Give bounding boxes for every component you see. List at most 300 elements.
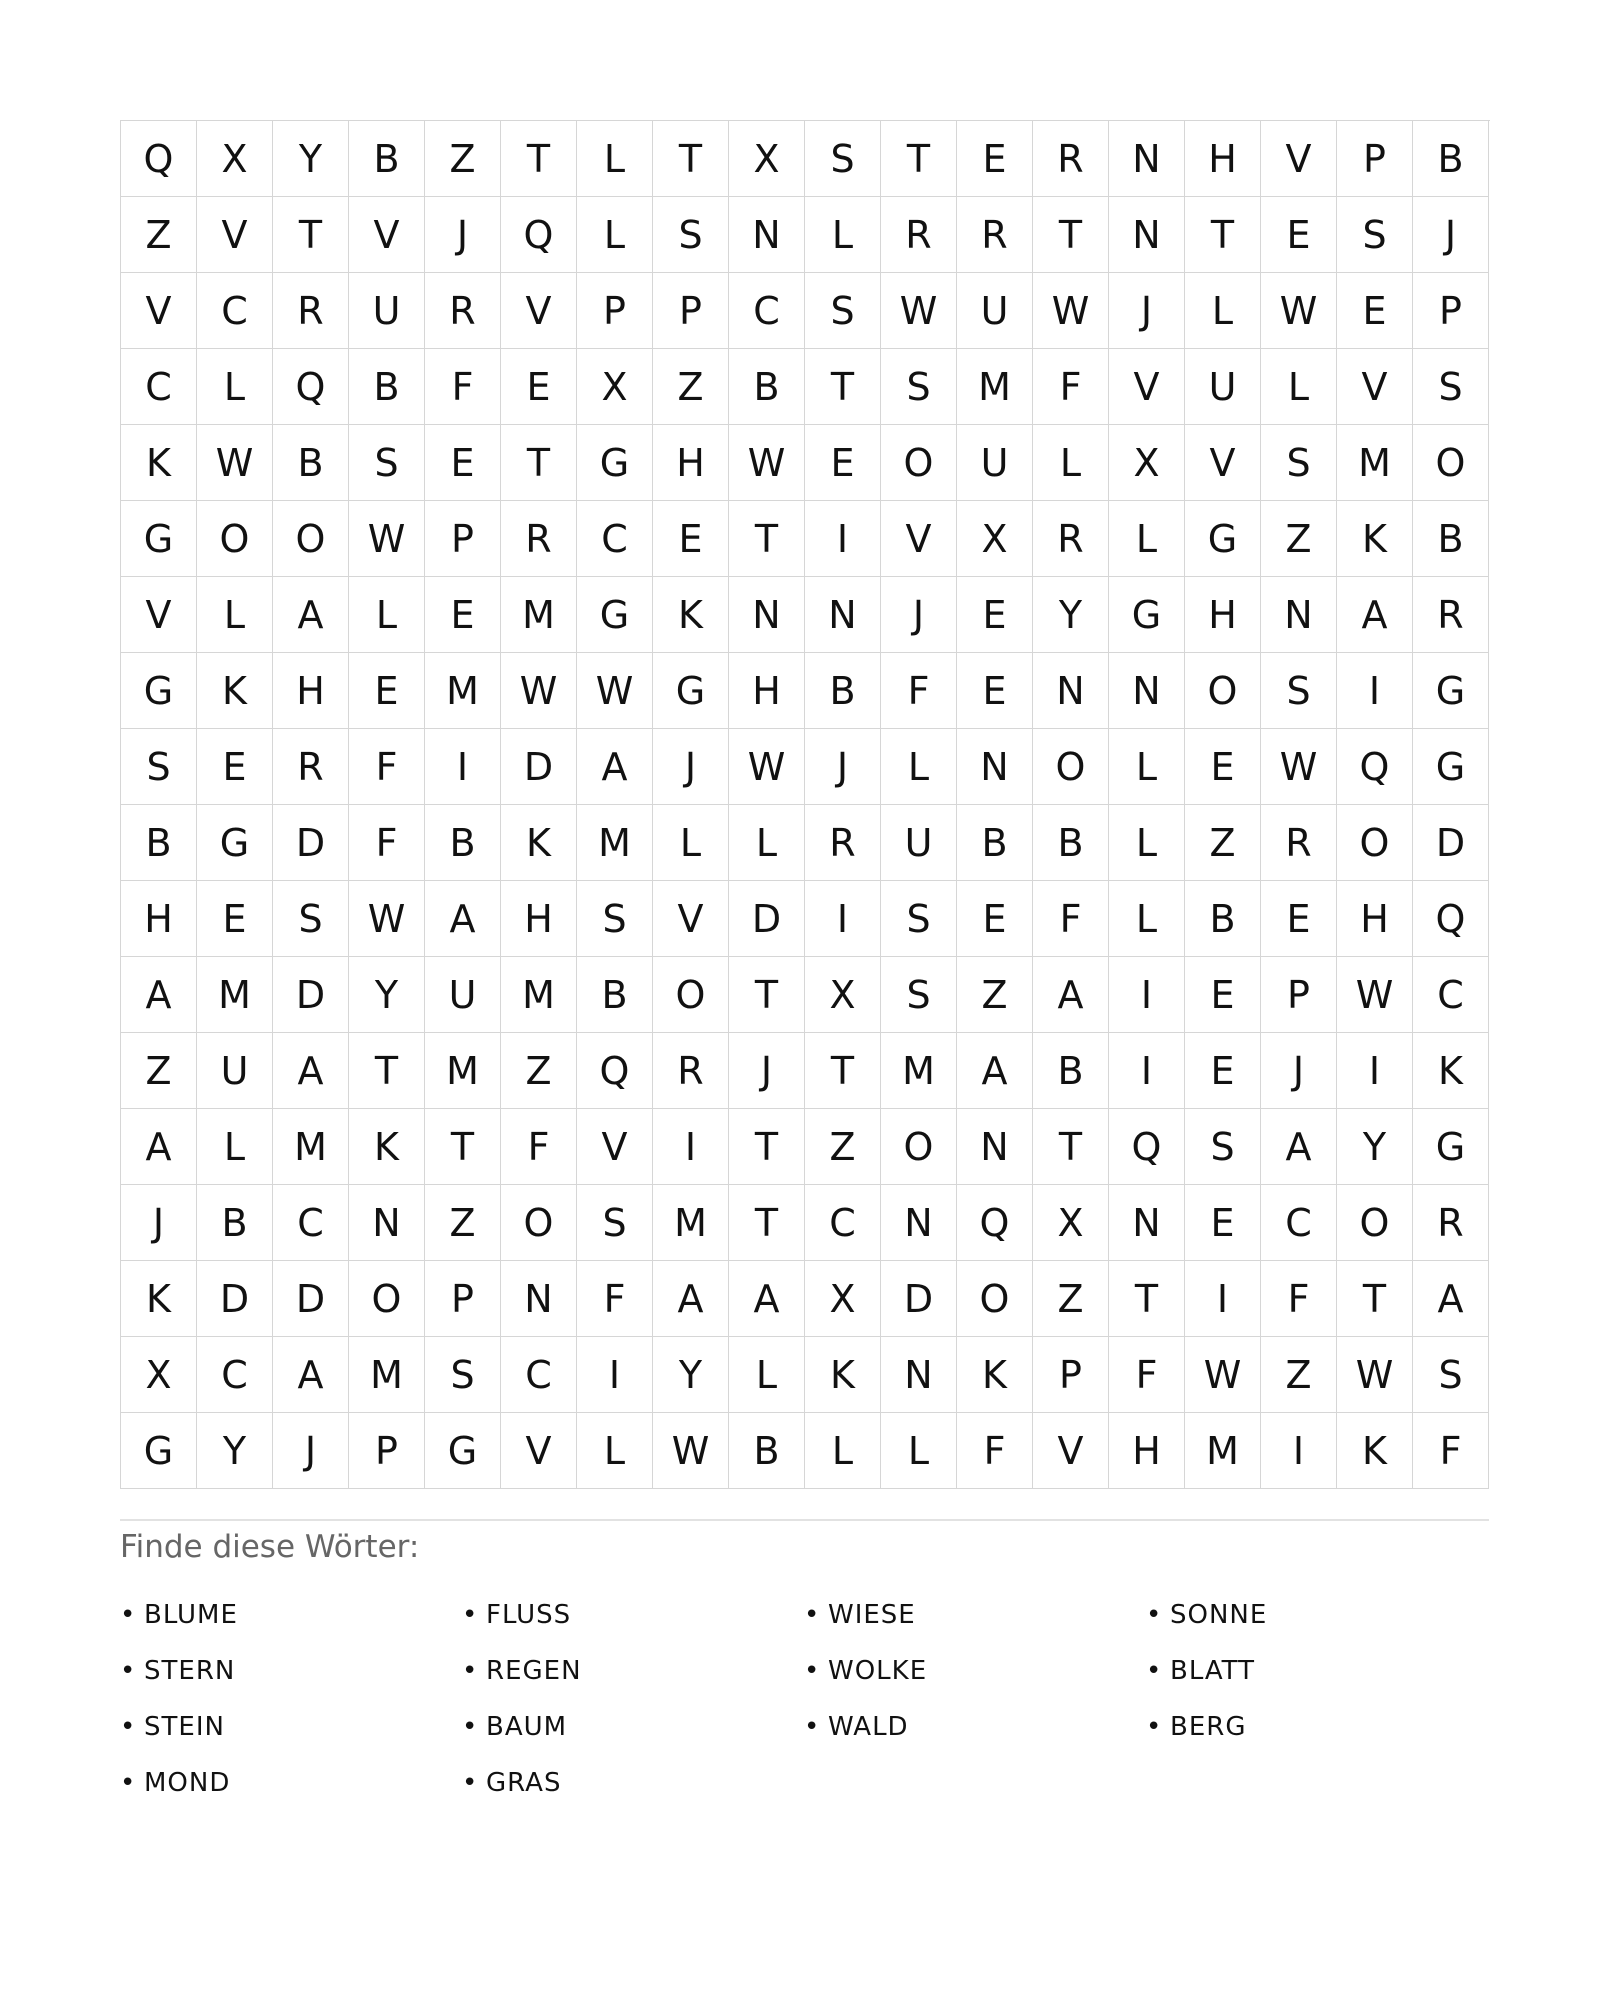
grid-cell[interactable]: Q [577, 1033, 653, 1109]
grid-cell[interactable]: L [805, 197, 881, 273]
grid-cell[interactable]: Z [425, 1185, 501, 1261]
grid-cell[interactable]: L [197, 577, 273, 653]
grid-cell[interactable]: V [1337, 349, 1413, 425]
grid-cell[interactable]: Y [349, 957, 425, 1033]
grid-cell[interactable]: Y [653, 1337, 729, 1413]
grid-cell[interactable]: V [501, 1413, 577, 1489]
grid-cell[interactable]: M [881, 1033, 957, 1109]
grid-cell[interactable]: X [197, 121, 273, 197]
grid-cell[interactable]: C [197, 273, 273, 349]
grid-cell[interactable]: A [273, 577, 349, 653]
grid-cell[interactable]: X [577, 349, 653, 425]
grid-cell[interactable]: T [501, 121, 577, 197]
grid-cell[interactable]: A [577, 729, 653, 805]
grid-cell[interactable]: G [121, 501, 197, 577]
grid-cell[interactable]: G [1185, 501, 1261, 577]
grid-cell[interactable]: L [881, 729, 957, 805]
grid-cell[interactable]: S [577, 881, 653, 957]
grid-cell[interactable]: E [957, 653, 1033, 729]
grid-cell[interactable]: B [349, 349, 425, 425]
grid-cell[interactable]: W [1337, 957, 1413, 1033]
grid-cell[interactable]: B [729, 1413, 805, 1489]
grid-cell[interactable]: N [805, 577, 881, 653]
grid-cell[interactable]: V [501, 273, 577, 349]
grid-cell[interactable]: R [1261, 805, 1337, 881]
grid-cell[interactable]: F [957, 1413, 1033, 1489]
grid-cell[interactable]: I [1261, 1413, 1337, 1489]
grid-cell[interactable]: O [881, 425, 957, 501]
grid-cell[interactable]: H [121, 881, 197, 957]
grid-cell[interactable]: K [121, 425, 197, 501]
grid-cell[interactable]: V [121, 273, 197, 349]
grid-cell[interactable]: E [1185, 1185, 1261, 1261]
grid-cell[interactable]: T [653, 121, 729, 197]
grid-cell[interactable]: C [121, 349, 197, 425]
grid-cell[interactable]: L [577, 1413, 653, 1489]
grid-cell[interactable]: L [1261, 349, 1337, 425]
grid-cell[interactable]: W [653, 1413, 729, 1489]
grid-cell[interactable]: T [729, 501, 805, 577]
grid-cell[interactable]: T [805, 349, 881, 425]
grid-cell[interactable]: L [1109, 729, 1185, 805]
grid-cell[interactable]: S [273, 881, 349, 957]
grid-cell[interactable]: W [349, 881, 425, 957]
grid-cell[interactable]: F [881, 653, 957, 729]
grid-cell[interactable]: H [1185, 577, 1261, 653]
grid-cell[interactable]: Q [273, 349, 349, 425]
grid-cell[interactable]: N [1109, 121, 1185, 197]
grid-cell[interactable]: G [1413, 653, 1489, 729]
grid-cell[interactable]: C [1261, 1185, 1337, 1261]
grid-cell[interactable]: E [1337, 273, 1413, 349]
grid-cell[interactable]: G [577, 425, 653, 501]
grid-cell[interactable]: B [1033, 1033, 1109, 1109]
grid-cell[interactable]: B [1413, 501, 1489, 577]
grid-cell[interactable]: B [349, 121, 425, 197]
grid-cell[interactable]: Z [653, 349, 729, 425]
grid-cell[interactable]: W [197, 425, 273, 501]
grid-cell[interactable]: A [121, 1109, 197, 1185]
grid-cell[interactable]: H [1185, 121, 1261, 197]
grid-cell[interactable]: J [881, 577, 957, 653]
grid-cell[interactable]: W [881, 273, 957, 349]
grid-cell[interactable]: A [425, 881, 501, 957]
grid-cell[interactable]: G [121, 1413, 197, 1489]
grid-cell[interactable]: I [1185, 1261, 1261, 1337]
grid-cell[interactable]: Q [501, 197, 577, 273]
grid-cell[interactable]: L [653, 805, 729, 881]
grid-cell[interactable]: V [1261, 121, 1337, 197]
grid-cell[interactable]: N [1033, 653, 1109, 729]
grid-cell[interactable]: E [957, 121, 1033, 197]
grid-cell[interactable]: V [121, 577, 197, 653]
grid-cell[interactable]: P [653, 273, 729, 349]
grid-cell[interactable]: A [121, 957, 197, 1033]
grid-cell[interactable]: F [1033, 881, 1109, 957]
grid-cell[interactable]: E [805, 425, 881, 501]
grid-cell[interactable]: J [121, 1185, 197, 1261]
grid-cell[interactable]: L [577, 197, 653, 273]
grid-cell[interactable]: W [1261, 273, 1337, 349]
grid-cell[interactable]: X [729, 121, 805, 197]
grid-cell[interactable]: R [1033, 121, 1109, 197]
grid-cell[interactable]: B [273, 425, 349, 501]
grid-cell[interactable]: C [805, 1185, 881, 1261]
grid-cell[interactable]: T [273, 197, 349, 273]
grid-cell[interactable]: X [957, 501, 1033, 577]
grid-cell[interactable]: T [1033, 197, 1109, 273]
grid-cell[interactable]: O [881, 1109, 957, 1185]
grid-cell[interactable]: C [729, 273, 805, 349]
grid-cell[interactable]: B [729, 349, 805, 425]
grid-cell[interactable]: C [1413, 957, 1489, 1033]
grid-cell[interactable]: P [349, 1413, 425, 1489]
grid-cell[interactable]: N [881, 1337, 957, 1413]
grid-cell[interactable]: F [1261, 1261, 1337, 1337]
grid-cell[interactable]: B [577, 957, 653, 1033]
grid-cell[interactable]: R [273, 729, 349, 805]
grid-cell[interactable]: I [1109, 1033, 1185, 1109]
grid-cell[interactable]: S [577, 1185, 653, 1261]
grid-cell[interactable]: D [273, 805, 349, 881]
grid-cell[interactable]: A [1413, 1261, 1489, 1337]
grid-cell[interactable]: O [197, 501, 273, 577]
grid-cell[interactable]: H [1337, 881, 1413, 957]
grid-cell[interactable]: W [577, 653, 653, 729]
grid-cell[interactable]: R [957, 197, 1033, 273]
grid-cell[interactable]: V [1109, 349, 1185, 425]
grid-cell[interactable]: B [121, 805, 197, 881]
grid-cell[interactable]: L [349, 577, 425, 653]
grid-cell[interactable]: G [1413, 1109, 1489, 1185]
grid-cell[interactable]: J [653, 729, 729, 805]
grid-cell[interactable]: Z [425, 121, 501, 197]
grid-cell[interactable]: Z [121, 1033, 197, 1109]
grid-cell[interactable]: T [1033, 1109, 1109, 1185]
grid-cell[interactable]: Z [957, 957, 1033, 1033]
grid-cell[interactable]: P [425, 1261, 501, 1337]
grid-cell[interactable]: S [1185, 1109, 1261, 1185]
grid-cell[interactable]: O [653, 957, 729, 1033]
grid-cell[interactable]: W [349, 501, 425, 577]
grid-cell[interactable]: R [1413, 577, 1489, 653]
grid-cell[interactable]: V [1185, 425, 1261, 501]
grid-cell[interactable]: E [197, 881, 273, 957]
grid-cell[interactable]: Q [957, 1185, 1033, 1261]
grid-cell[interactable]: S [1261, 425, 1337, 501]
grid-cell[interactable]: I [653, 1109, 729, 1185]
grid-cell[interactable]: Z [1261, 501, 1337, 577]
grid-cell[interactable]: E [653, 501, 729, 577]
grid-cell[interactable]: K [1413, 1033, 1489, 1109]
grid-cell[interactable]: T [349, 1033, 425, 1109]
grid-cell[interactable]: A [729, 1261, 805, 1337]
grid-cell[interactable]: F [1413, 1413, 1489, 1489]
grid-cell[interactable]: S [653, 197, 729, 273]
grid-cell[interactable]: O [501, 1185, 577, 1261]
grid-cell[interactable]: L [1109, 881, 1185, 957]
grid-cell[interactable]: I [1109, 957, 1185, 1033]
grid-cell[interactable]: B [1413, 121, 1489, 197]
grid-cell[interactable]: W [1261, 729, 1337, 805]
grid-cell[interactable]: A [1337, 577, 1413, 653]
grid-cell[interactable]: I [577, 1337, 653, 1413]
grid-cell[interactable]: S [881, 957, 957, 1033]
grid-cell[interactable]: U [1185, 349, 1261, 425]
grid-cell[interactable]: V [1033, 1413, 1109, 1489]
grid-cell[interactable]: L [1185, 273, 1261, 349]
grid-cell[interactable]: K [1337, 1413, 1413, 1489]
grid-cell[interactable]: F [349, 805, 425, 881]
grid-cell[interactable]: Y [1337, 1109, 1413, 1185]
grid-cell[interactable]: C [577, 501, 653, 577]
grid-cell[interactable]: K [121, 1261, 197, 1337]
grid-cell[interactable]: Z [1261, 1337, 1337, 1413]
grid-cell[interactable]: O [1185, 653, 1261, 729]
grid-cell[interactable]: S [881, 881, 957, 957]
grid-cell[interactable]: E [957, 577, 1033, 653]
grid-cell[interactable]: Q [121, 121, 197, 197]
grid-cell[interactable]: S [121, 729, 197, 805]
grid-cell[interactable]: H [1109, 1413, 1185, 1489]
grid-cell[interactable]: N [729, 197, 805, 273]
grid-cell[interactable]: H [729, 653, 805, 729]
grid-cell[interactable]: M [1185, 1413, 1261, 1489]
grid-cell[interactable]: E [1185, 1033, 1261, 1109]
grid-cell[interactable]: W [1185, 1337, 1261, 1413]
grid-cell[interactable]: E [957, 881, 1033, 957]
grid-cell[interactable]: J [1413, 197, 1489, 273]
grid-cell[interactable]: N [1109, 197, 1185, 273]
grid-cell[interactable]: M [425, 653, 501, 729]
grid-cell[interactable]: S [805, 121, 881, 197]
grid-cell[interactable]: T [501, 425, 577, 501]
grid-cell[interactable]: R [805, 805, 881, 881]
grid-cell[interactable]: A [1261, 1109, 1337, 1185]
grid-cell[interactable]: L [729, 805, 805, 881]
grid-cell[interactable]: U [197, 1033, 273, 1109]
grid-cell[interactable]: P [425, 501, 501, 577]
grid-cell[interactable]: L [197, 1109, 273, 1185]
grid-cell[interactable]: A [273, 1337, 349, 1413]
grid-cell[interactable]: P [1261, 957, 1337, 1033]
grid-cell[interactable]: O [1413, 425, 1489, 501]
grid-cell[interactable]: C [273, 1185, 349, 1261]
grid-cell[interactable]: N [1109, 653, 1185, 729]
grid-cell[interactable]: L [197, 349, 273, 425]
grid-cell[interactable]: S [1261, 653, 1337, 729]
grid-cell[interactable]: K [1337, 501, 1413, 577]
grid-cell[interactable]: A [1033, 957, 1109, 1033]
grid-cell[interactable]: Z [805, 1109, 881, 1185]
grid-cell[interactable]: B [197, 1185, 273, 1261]
grid-cell[interactable]: M [1337, 425, 1413, 501]
grid-cell[interactable]: Q [1109, 1109, 1185, 1185]
grid-cell[interactable]: T [729, 1109, 805, 1185]
grid-cell[interactable]: W [1337, 1337, 1413, 1413]
grid-cell[interactable]: W [1033, 273, 1109, 349]
grid-cell[interactable]: F [501, 1109, 577, 1185]
grid-cell[interactable]: R [273, 273, 349, 349]
grid-cell[interactable]: J [805, 729, 881, 805]
grid-cell[interactable]: N [729, 577, 805, 653]
grid-cell[interactable]: E [501, 349, 577, 425]
grid-cell[interactable]: D [197, 1261, 273, 1337]
grid-cell[interactable]: D [729, 881, 805, 957]
grid-cell[interactable]: G [653, 653, 729, 729]
grid-cell[interactable]: N [501, 1261, 577, 1337]
grid-cell[interactable]: Q [1413, 881, 1489, 957]
grid-cell[interactable]: Z [121, 197, 197, 273]
grid-cell[interactable]: V [653, 881, 729, 957]
grid-cell[interactable]: P [1413, 273, 1489, 349]
grid-cell[interactable]: Q [1337, 729, 1413, 805]
grid-cell[interactable]: O [957, 1261, 1033, 1337]
grid-cell[interactable]: V [577, 1109, 653, 1185]
grid-cell[interactable]: N [1261, 577, 1337, 653]
grid-cell[interactable]: T [1337, 1261, 1413, 1337]
grid-cell[interactable]: O [349, 1261, 425, 1337]
grid-cell[interactable]: N [957, 729, 1033, 805]
grid-cell[interactable]: S [425, 1337, 501, 1413]
grid-cell[interactable]: S [881, 349, 957, 425]
grid-cell[interactable]: B [957, 805, 1033, 881]
grid-cell[interactable]: F [1109, 1337, 1185, 1413]
grid-cell[interactable]: E [349, 653, 425, 729]
grid-cell[interactable]: F [425, 349, 501, 425]
grid-cell[interactable]: M [577, 805, 653, 881]
grid-cell[interactable]: M [273, 1109, 349, 1185]
grid-cell[interactable]: J [1261, 1033, 1337, 1109]
grid-cell[interactable]: T [881, 121, 957, 197]
grid-cell[interactable]: K [805, 1337, 881, 1413]
grid-cell[interactable]: M [653, 1185, 729, 1261]
grid-cell[interactable]: X [1033, 1185, 1109, 1261]
grid-cell[interactable]: Z [501, 1033, 577, 1109]
grid-cell[interactable]: K [349, 1109, 425, 1185]
grid-cell[interactable]: A [653, 1261, 729, 1337]
grid-cell[interactable]: M [501, 577, 577, 653]
grid-cell[interactable]: O [1337, 1185, 1413, 1261]
grid-cell[interactable]: B [425, 805, 501, 881]
grid-cell[interactable]: D [881, 1261, 957, 1337]
grid-cell[interactable]: G [425, 1413, 501, 1489]
grid-cell[interactable]: M [197, 957, 273, 1033]
grid-cell[interactable]: L [1109, 805, 1185, 881]
grid-cell[interactable]: K [957, 1337, 1033, 1413]
grid-cell[interactable]: R [425, 273, 501, 349]
grid-cell[interactable]: L [805, 1413, 881, 1489]
grid-cell[interactable]: M [501, 957, 577, 1033]
grid-cell[interactable]: S [805, 273, 881, 349]
grid-cell[interactable]: C [501, 1337, 577, 1413]
grid-cell[interactable]: C [197, 1337, 273, 1413]
grid-cell[interactable]: R [653, 1033, 729, 1109]
grid-cell[interactable]: H [273, 653, 349, 729]
grid-cell[interactable]: A [273, 1033, 349, 1109]
grid-cell[interactable]: N [957, 1109, 1033, 1185]
grid-cell[interactable]: Y [273, 121, 349, 197]
grid-cell[interactable]: I [425, 729, 501, 805]
grid-cell[interactable]: N [881, 1185, 957, 1261]
grid-cell[interactable]: F [577, 1261, 653, 1337]
grid-cell[interactable]: S [349, 425, 425, 501]
grid-cell[interactable]: B [805, 653, 881, 729]
grid-cell[interactable]: L [1109, 501, 1185, 577]
grid-cell[interactable]: Z [1033, 1261, 1109, 1337]
grid-cell[interactable]: N [1109, 1185, 1185, 1261]
grid-cell[interactable]: U [349, 273, 425, 349]
grid-cell[interactable]: V [349, 197, 425, 273]
grid-cell[interactable]: R [1033, 501, 1109, 577]
grid-cell[interactable]: B [1185, 881, 1261, 957]
grid-cell[interactable]: T [805, 1033, 881, 1109]
grid-cell[interactable]: R [881, 197, 957, 273]
grid-cell[interactable]: F [349, 729, 425, 805]
grid-cell[interactable]: I [1337, 653, 1413, 729]
grid-cell[interactable]: P [1033, 1337, 1109, 1413]
grid-cell[interactable]: K [197, 653, 273, 729]
grid-cell[interactable]: S [1337, 197, 1413, 273]
grid-cell[interactable]: D [273, 1261, 349, 1337]
grid-cell[interactable]: E [425, 577, 501, 653]
grid-cell[interactable]: X [805, 957, 881, 1033]
grid-cell[interactable]: H [501, 881, 577, 957]
grid-cell[interactable]: S [1413, 349, 1489, 425]
grid-cell[interactable]: W [501, 653, 577, 729]
grid-cell[interactable]: Y [1033, 577, 1109, 653]
grid-cell[interactable]: O [273, 501, 349, 577]
grid-cell[interactable]: O [1033, 729, 1109, 805]
grid-cell[interactable]: P [577, 273, 653, 349]
grid-cell[interactable]: U [957, 425, 1033, 501]
grid-cell[interactable]: M [425, 1033, 501, 1109]
grid-cell[interactable]: T [729, 957, 805, 1033]
grid-cell[interactable]: J [729, 1033, 805, 1109]
grid-cell[interactable]: N [349, 1185, 425, 1261]
grid-cell[interactable]: J [273, 1413, 349, 1489]
grid-cell[interactable]: S [1413, 1337, 1489, 1413]
grid-cell[interactable]: E [425, 425, 501, 501]
grid-cell[interactable]: H [653, 425, 729, 501]
grid-cell[interactable]: F [1033, 349, 1109, 425]
grid-cell[interactable]: T [1109, 1261, 1185, 1337]
grid-cell[interactable]: U [425, 957, 501, 1033]
grid-cell[interactable]: D [1413, 805, 1489, 881]
grid-cell[interactable]: L [729, 1337, 805, 1413]
grid-cell[interactable]: M [957, 349, 1033, 425]
grid-cell[interactable]: Y [197, 1413, 273, 1489]
grid-cell[interactable]: O [1337, 805, 1413, 881]
grid-cell[interactable]: M [349, 1337, 425, 1413]
grid-cell[interactable]: K [501, 805, 577, 881]
grid-cell[interactable]: L [881, 1413, 957, 1489]
grid-cell[interactable]: T [729, 1185, 805, 1261]
grid-cell[interactable]: X [121, 1337, 197, 1413]
grid-cell[interactable]: G [1413, 729, 1489, 805]
grid-cell[interactable]: X [1109, 425, 1185, 501]
grid-cell[interactable]: E [1261, 881, 1337, 957]
grid-cell[interactable]: G [577, 577, 653, 653]
grid-cell[interactable]: T [1185, 197, 1261, 273]
grid-cell[interactable]: L [1033, 425, 1109, 501]
grid-cell[interactable]: J [425, 197, 501, 273]
grid-cell[interactable]: P [1337, 121, 1413, 197]
grid-cell[interactable]: X [805, 1261, 881, 1337]
grid-cell[interactable]: L [577, 121, 653, 197]
grid-cell[interactable]: B [1033, 805, 1109, 881]
grid-cell[interactable]: A [957, 1033, 1033, 1109]
